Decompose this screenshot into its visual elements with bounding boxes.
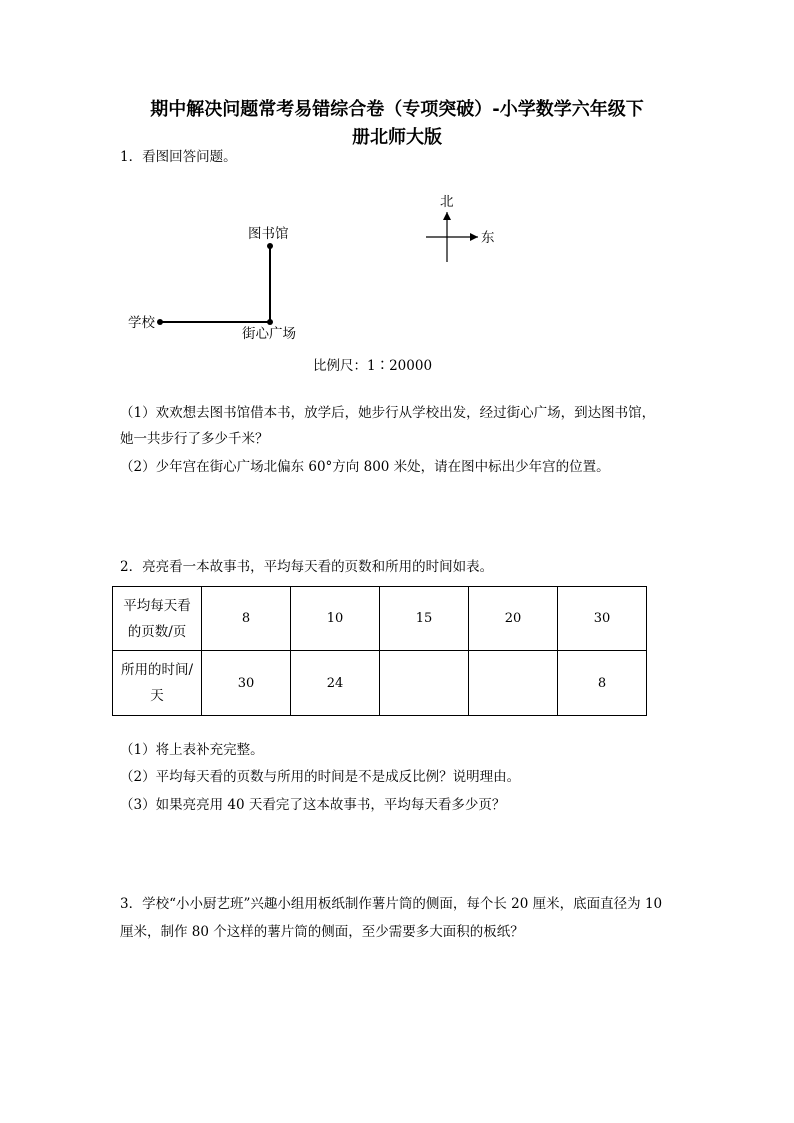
school-label: 学校 [128, 315, 155, 331]
table-cell: 10 [291, 587, 380, 651]
row-header-pages [113, 587, 202, 651]
pages-days-table [112, 586, 647, 716]
table-cell: 20 [469, 587, 558, 651]
q1-map-diagram [0, 0, 794, 400]
q2-sub3: （3）如果亮亮用 40 天看完了这本故事书，平均每天看多少页？ [120, 797, 506, 813]
page-title-line-1: 期中解决问题常考易错综合卷（专项突破）-小学数学六年级下 [150, 99, 644, 120]
q3-line-1: 3．学校“小小厨艺班”兴趣小组用板纸制作薯片筒的侧面，每个长 20 厘米，底面直径为 10 [120, 896, 663, 912]
row-header-days-line-1: 所用的时间/ [120, 662, 194, 678]
q2-sub1: （1）将上表补充完整。 [120, 742, 264, 758]
q3-line-2: 厘米，制作 80 个这样的薯片筒的侧面，至少需要多大面积的板纸？ [120, 924, 524, 940]
library-label: 图书馆 [248, 226, 289, 242]
row-header-pages-line-1: 平均每天看 [123, 597, 191, 614]
table-row-pages [113, 587, 647, 651]
table-cell-blank[interactable] [469, 651, 558, 716]
q2-sub2: （2）平均每天看的页数与所用的时间是不是成反比例？说明理由。 [120, 769, 521, 785]
row-header-days-line-2: 天 [150, 688, 164, 704]
table-cell-blank[interactable] [380, 651, 469, 716]
scale-text: 比例尺：1∶20000 [313, 358, 433, 374]
row-header-days [113, 651, 202, 716]
table-cell: 8 [558, 651, 647, 716]
page-title-line-2: 册北师大版 [352, 127, 442, 148]
table-row-days [113, 651, 647, 716]
q1-sub1-line-2: 她一共步行了多少千米？ [120, 431, 269, 447]
table-cell: 15 [380, 587, 469, 651]
compass-north-label: 北 [440, 194, 454, 210]
compass-east-label: 东 [481, 230, 495, 246]
q2-heading: 2．亮亮看一本故事书，平均每天看的页数和所用的时间如表。 [120, 559, 494, 575]
q1-heading: 1．看图回答问题。 [120, 149, 237, 165]
plaza-label: 街心广场 [242, 326, 296, 342]
school-point [157, 319, 163, 325]
q1-sub2: （2）少年宫在街心广场北偏东 60°方向 800 米处，请在图中标出少年宫的位置。 [120, 459, 610, 475]
table-cell: 30 [202, 651, 291, 716]
row-header-pages-line-2: 的页数/页 [127, 623, 187, 640]
q1-sub1-line-1: （1）欢欢想去图书馆借本书，放学后，她步行从学校出发，经过街心广场，到达图书馆， [120, 405, 656, 421]
library-point [267, 243, 273, 249]
compass-north-arrow [443, 212, 451, 220]
table-cell: 30 [558, 587, 647, 651]
table-cell: 24 [291, 651, 380, 716]
compass-east-arrow [470, 233, 478, 241]
table-cell: 8 [202, 587, 291, 651]
